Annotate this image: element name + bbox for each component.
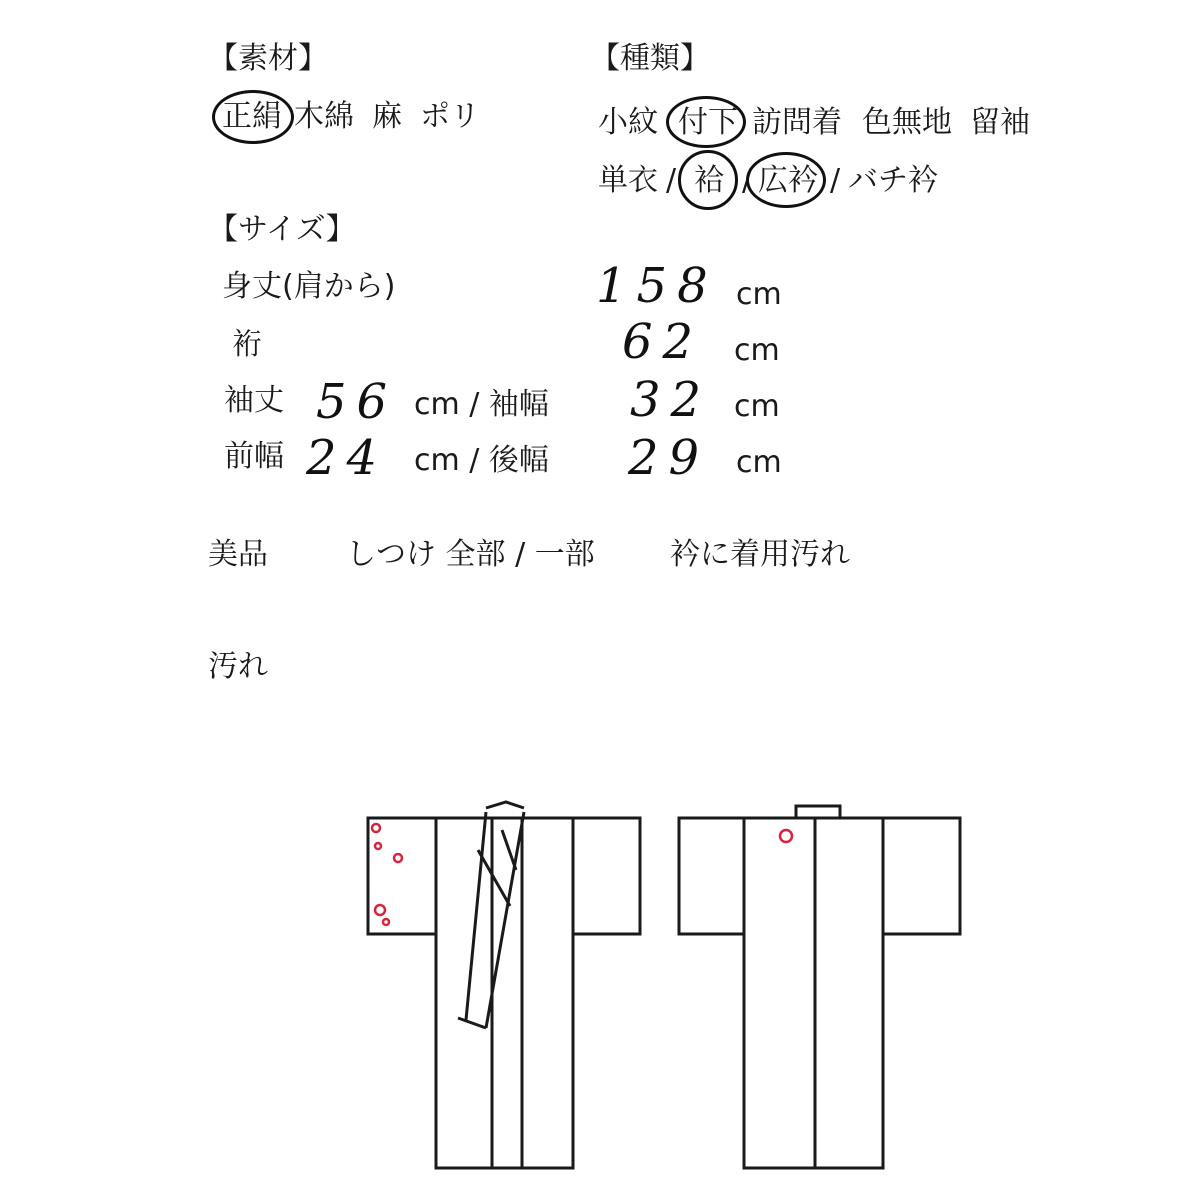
maehaba-value: 24 <box>306 430 388 486</box>
ushirohaba-unit: cm <box>736 445 782 480</box>
yuki-label: 裄 <box>232 327 262 362</box>
ushirohaba-value: 29 <box>628 430 710 486</box>
condition-shitsuke: しつけ 全部 / 一部 <box>346 537 595 572</box>
kind-tomesode: 留袖 <box>970 105 1030 140</box>
kind-bachieri: バチ衿 <box>848 163 938 198</box>
stain-mark <box>375 843 381 849</box>
material-option-cotton: 木綿 <box>294 99 354 134</box>
stain-mark <box>372 824 380 832</box>
stain-mark <box>394 854 402 862</box>
stain-mark <box>375 905 385 915</box>
kind-heading: 【種類】 <box>590 41 710 76</box>
material-option-poly: ポリ <box>420 99 480 134</box>
kimono-back-outline <box>679 806 960 1168</box>
stain-label: 汚れ <box>208 649 268 684</box>
kimono-front-outline <box>368 802 640 1168</box>
sodetake-value: 56 <box>316 374 398 430</box>
kind-slash-3: / <box>830 163 841 198</box>
sodehaba-value: 32 <box>630 372 712 428</box>
material-option-silk: 正絹 <box>222 99 282 134</box>
kind-hitoe: 単衣 <box>598 163 658 198</box>
kind-hiroeri: 広衿 <box>758 163 818 198</box>
kind-iromuji: 色無地 <box>862 105 952 140</box>
mitake-label: 身丈(肩から) <box>222 269 396 304</box>
yuki-unit: cm <box>734 333 780 368</box>
condition-bihin: 美品 <box>208 537 268 572</box>
sodetake-label: 袖丈 <box>224 383 284 418</box>
condition-note: 衿に着用汚れ <box>670 537 850 572</box>
yuki-value: 62 <box>622 314 704 370</box>
size-heading: 【サイズ】 <box>208 212 356 247</box>
maehaba-label: 前幅 <box>224 439 284 474</box>
sodetake-unit: cm / 袖幅 <box>414 387 549 422</box>
stain-mark <box>383 919 389 925</box>
kind-tsukesage: 付下 <box>678 105 738 140</box>
kind-houmongi: 訪問着 <box>752 105 842 140</box>
stain-mark <box>780 830 792 842</box>
mitake-unit: cm <box>736 277 782 312</box>
kind-awase: 袷 <box>694 163 724 198</box>
material-heading: 【素材】 <box>208 41 328 76</box>
sodehaba-unit: cm <box>734 389 780 424</box>
kind-slash-1: / <box>666 163 677 198</box>
mitake-value: 158 <box>596 258 718 314</box>
maehaba-unit: cm / 後幅 <box>414 443 549 478</box>
kind-komon: 小紋 <box>598 105 658 140</box>
material-option-linen: 麻 <box>372 99 402 134</box>
kind-slash-2: / <box>742 163 753 198</box>
